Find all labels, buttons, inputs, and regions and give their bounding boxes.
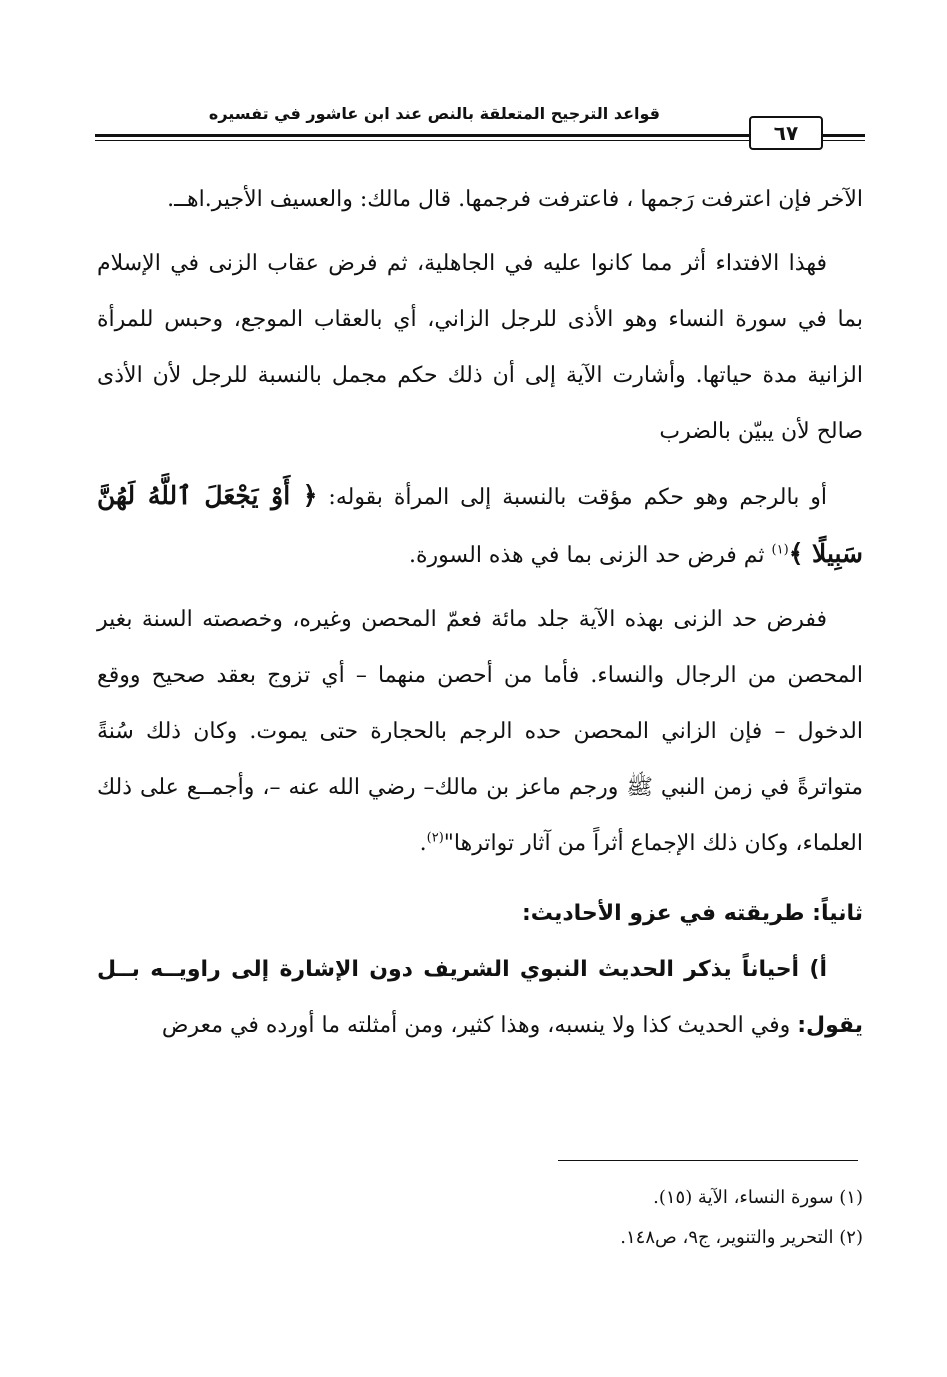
running-title: قواعد الترجيح المتعلقة بالنص عند ابن عاشور في تفسيره <box>208 104 660 123</box>
paragraph-2: فهذا الافتداء أثر مما كانوا عليه في الجاهلية، ثم فرض عقاب الزنى في الإسلام بما في سورة النساء وهو الأذى للرجل الزاني، أي بالعقاب الموجع، وحبس للمرأة الزانية مدة حياتها. وأشارت الآية إلى أن ذلك حكم مجمل بالنسبة للرجل لأن الأذى صالح لأن يبيّن بالضرب <box>97 251 863 444</box>
footnote-separator <box>558 1160 858 1161</box>
paragraph-4 <box>97 592 863 872</box>
paragraph-3-rest: ثم فرض حد الزنى بما في هذه السورة. <box>408 543 765 568</box>
paragraph-3-intro: أو بالرجم وهو حكم مؤقت بالنسبة إلى المرأة بقوله: <box>328 485 828 510</box>
footnote-ref-2: (٢) <box>426 830 444 846</box>
paragraph-4-end: . <box>419 831 427 856</box>
page-number: ٦٧ <box>749 116 823 150</box>
main-text <box>97 172 863 1062</box>
paragraph-5 <box>97 942 863 1054</box>
section-heading: ثانياً: طريقته في عزو الأحاديث: <box>521 901 863 926</box>
footnote-ref-1: (١) <box>771 542 789 558</box>
quran-verse: ﴿ أَوْ يَجْعَلَ ٱللَّهُ لَهُنَّ سَبِيلًا ﴾ <box>97 481 863 568</box>
footnote-1: (١) سورة النساء، الآية (١٥). <box>653 1187 863 1208</box>
page-header <box>95 98 865 150</box>
paragraph-3 <box>97 468 863 584</box>
paragraph-5-rest: وفي الحديث كذا ولا ينسبه، وهذا كثير، ومن أمثلته ما أورده في معرض <box>161 1013 791 1038</box>
paragraph-1: الآخر فإن اعترفت رَجمها ، فاعترفت فرجمها. قال مالك: والعسيف الأجير.اهــ. <box>167 187 863 212</box>
paragraph-4-text: ففرض حد الزنى بهذه الآية جلد مائة فعمّ المحصن وغيره، وخصصته السنة بغير المحصن من الرجال والنساء. فأما من أحصن منهما – أي تزوج بعقد صحيح ووقع الدخول – فإن الزاني المحصن حده الرجم بالحجارة حتى يموت. وكان ذلك سُنةً متواترةً في زمن النبي ﷺ ورجم ماعز بن مالك– رضي الله عنه –، وأجمــع على ذلك العلماء، وكان ذلك الإجماع أثراً من آثار تواترها" <box>97 607 863 856</box>
paragraph-5-lead: أ) أحياناً يذكر الحديث النبوي الشريف دون الإشارة إلى راويــه بــل يقول: <box>97 957 863 1038</box>
footnote-2: (٢) التحرير والتنوير، ج٩، ص١٤٨. <box>620 1227 863 1248</box>
footnotes <box>263 1178 863 1258</box>
